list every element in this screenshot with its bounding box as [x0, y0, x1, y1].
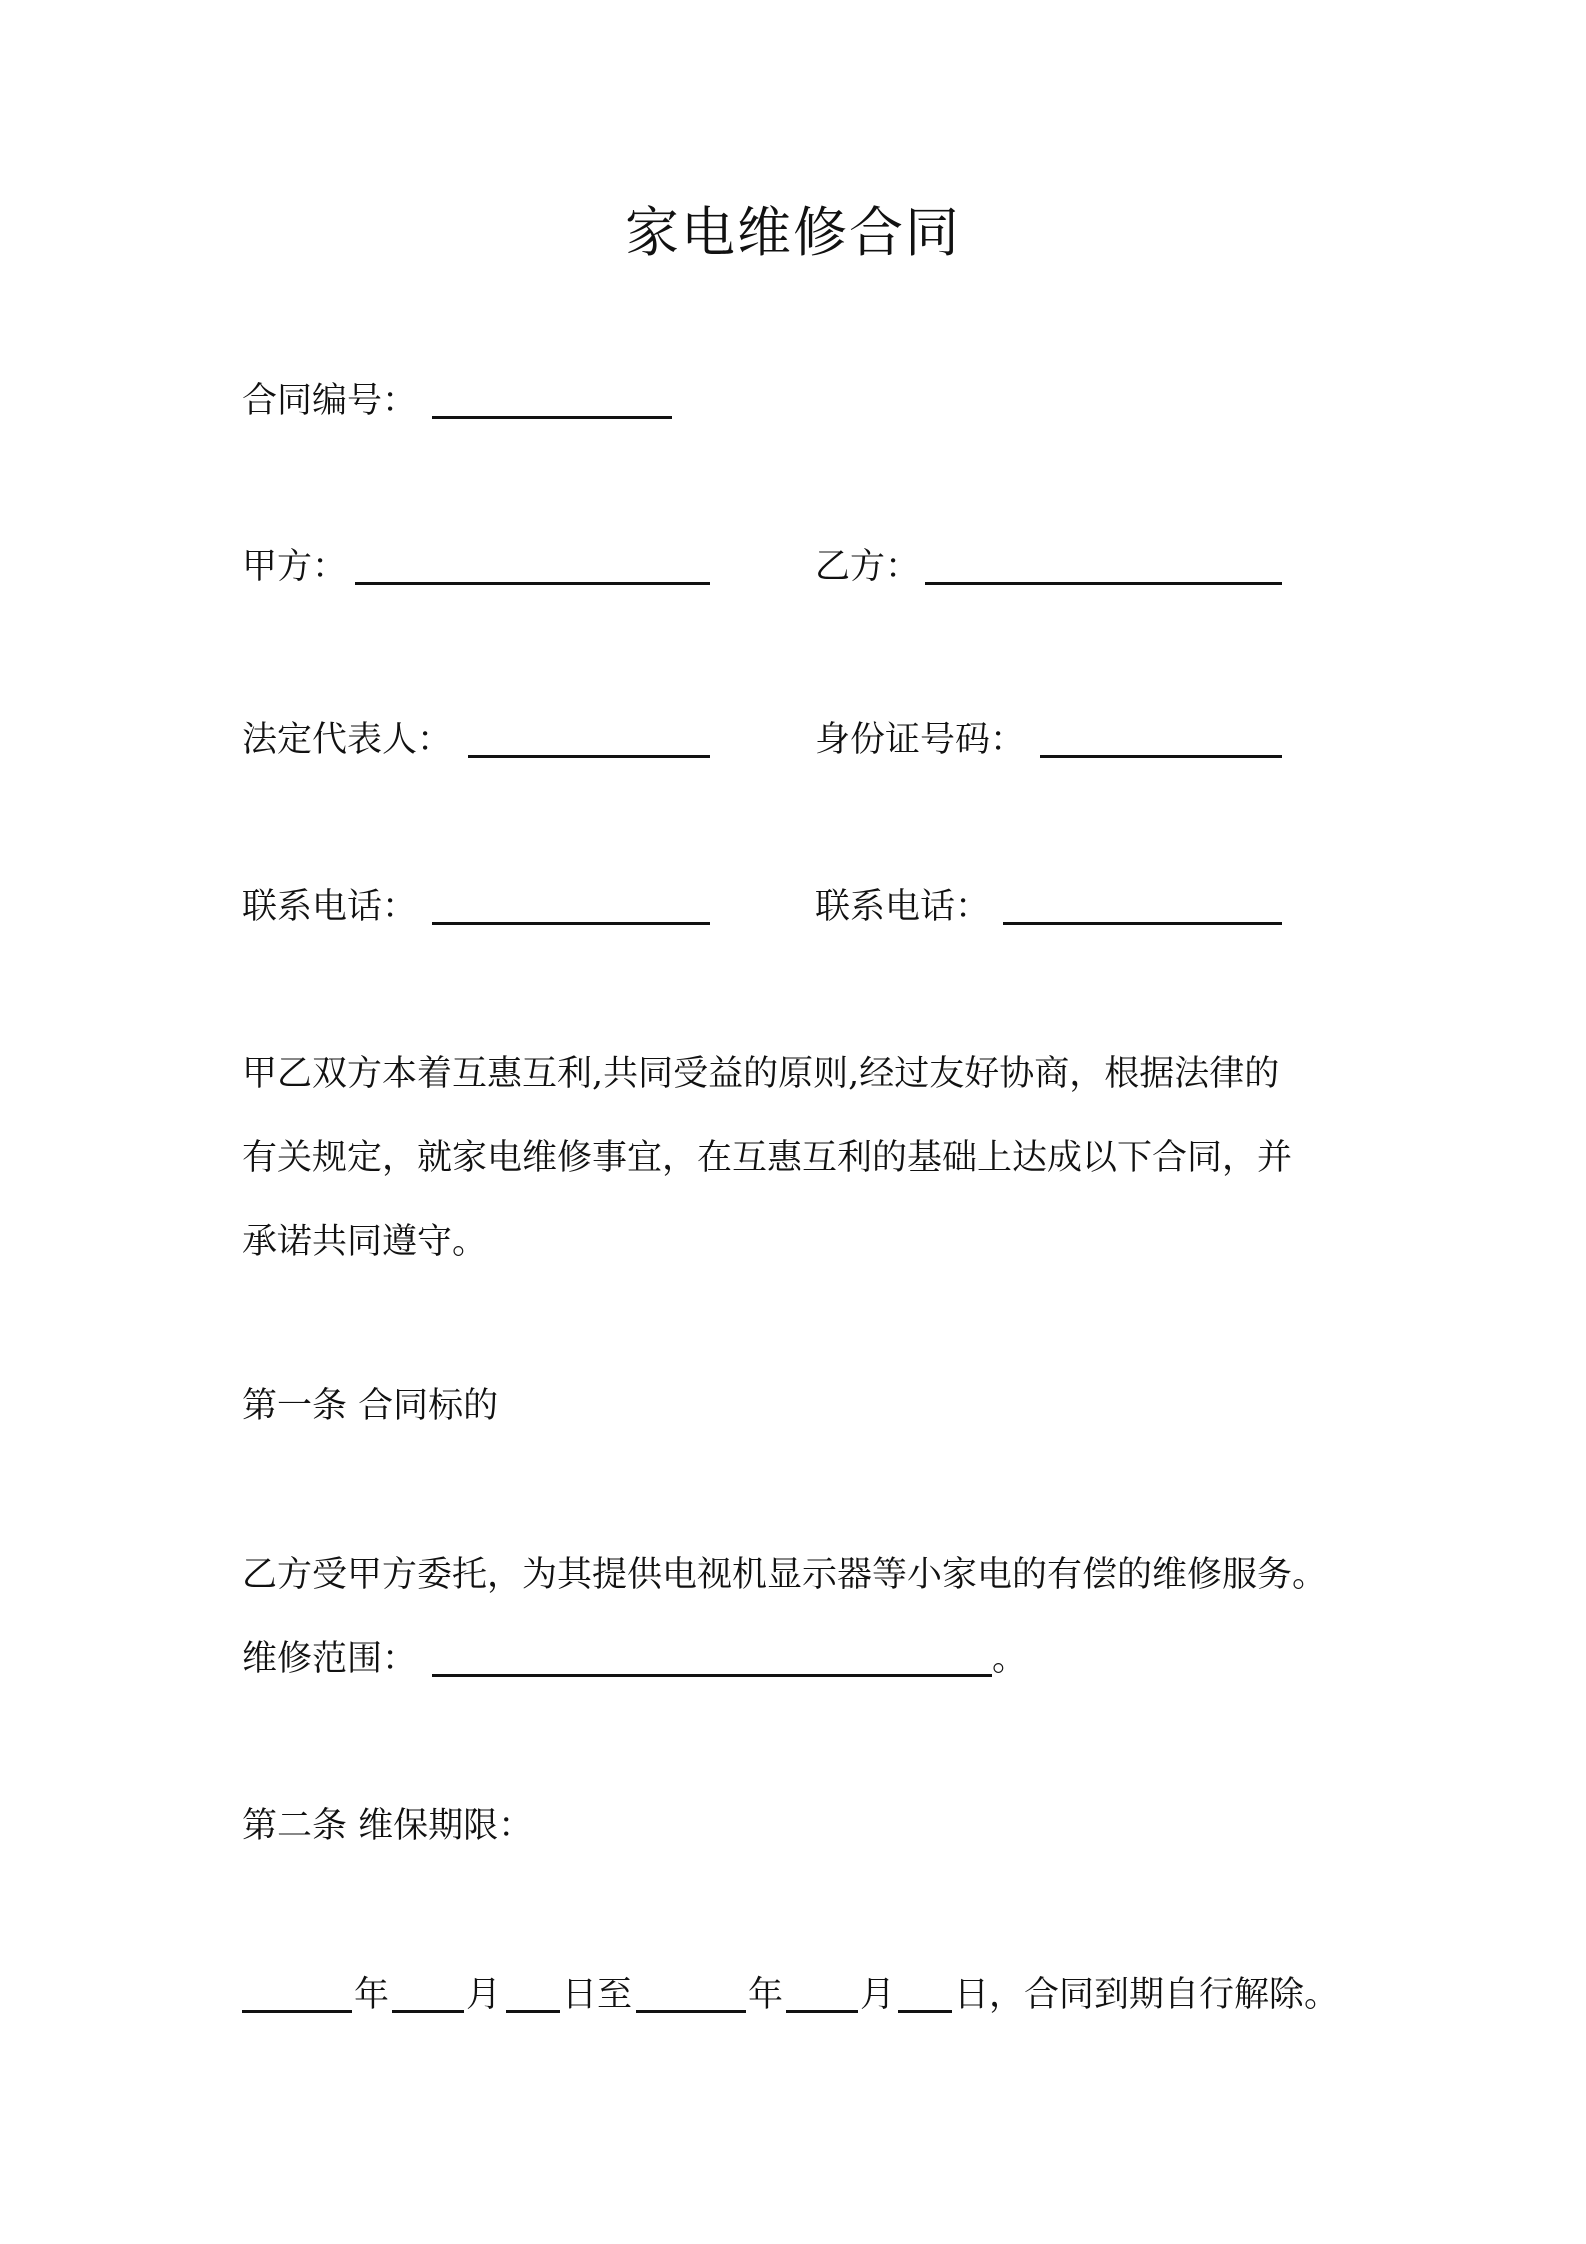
party-b-blank	[925, 582, 1282, 585]
intro-line: 甲乙双方本着互惠互利,共同受益的原则,经过友好协商，根据法律的	[242, 1054, 1280, 1094]
contract-number-blank	[432, 416, 672, 419]
intro-line: 有关规定，就家电维修事宜，在互惠互利的基础上达成以下合同，并	[242, 1138, 1293, 1178]
party-b-phone-label: 联系电话：	[815, 887, 991, 927]
end-month-label: 月	[860, 1975, 896, 2015]
end-month-blank	[786, 2010, 858, 2013]
article-2-heading: 第二条 维保期限：	[242, 1806, 534, 1846]
contract-number-label: 合同编号：	[242, 381, 418, 421]
end-year-blank	[636, 2010, 746, 2013]
legal-representative-label: 法定代表人：	[242, 720, 453, 760]
repair-scope-blank	[432, 1674, 992, 1677]
id-number-label: 身份证号码：	[815, 720, 1026, 760]
start-month-label: 月	[466, 1975, 502, 2015]
end-day-blank	[898, 2010, 952, 2013]
id-number-blank	[1040, 755, 1282, 758]
document-title: 家电维修合同	[625, 201, 961, 264]
term-tail-text: 日，合同到期自行解除。	[954, 1975, 1340, 2015]
intro-line: 承诺共同遵守。	[242, 1222, 488, 1262]
party-a-label: 甲方：	[242, 547, 348, 587]
repair-scope-period: 。	[992, 1639, 1028, 1679]
article-1-heading: 第一条 合同标的	[242, 1386, 499, 1426]
legal-representative-blank	[468, 755, 710, 758]
start-year-blank	[242, 2010, 352, 2013]
start-day-blank	[506, 2010, 560, 2013]
party-b-label: 乙方：	[815, 547, 921, 587]
article-1-text: 乙方受甲方委托，为其提供电视机显示器等小家电的有偿的维修服务。	[242, 1555, 1328, 1595]
start-month-blank	[392, 2010, 464, 2013]
intro-paragraph	[242, 1032, 1362, 1284]
end-year-label: 年	[748, 1975, 784, 2015]
start-year-label: 年	[354, 1975, 390, 2015]
party-b-phone-blank	[1003, 922, 1282, 925]
start-day-to-label: 日至	[562, 1975, 633, 2015]
repair-scope-label: 维修范围：	[242, 1639, 418, 1679]
party-a-phone-blank	[432, 922, 710, 925]
party-a-phone-label: 联系电话：	[242, 887, 418, 927]
party-a-blank	[355, 582, 710, 585]
